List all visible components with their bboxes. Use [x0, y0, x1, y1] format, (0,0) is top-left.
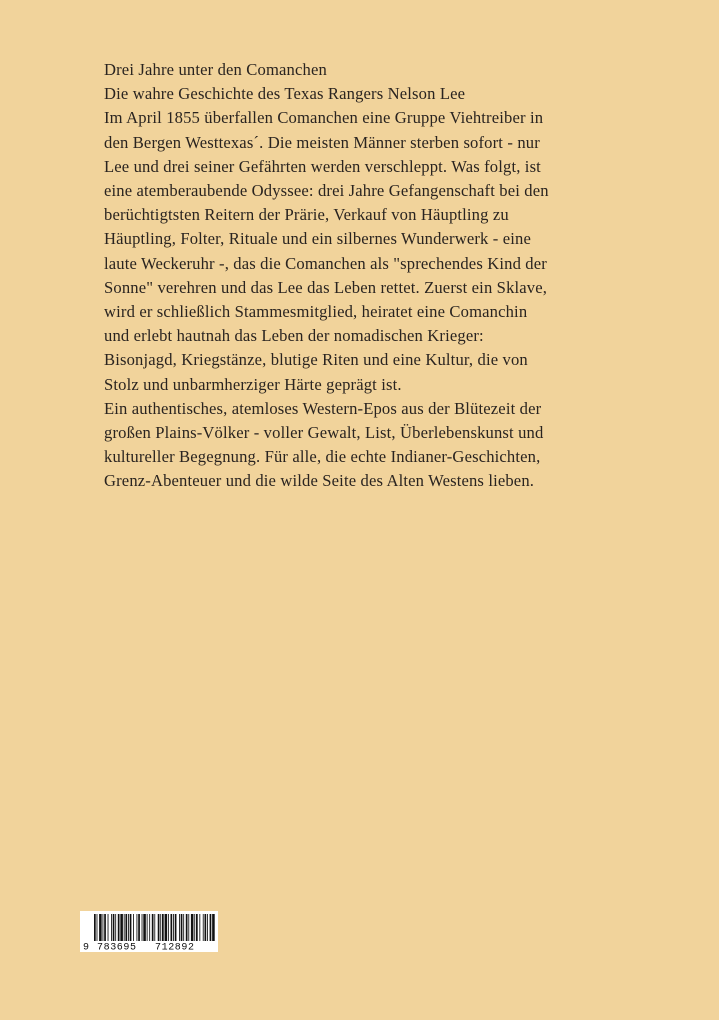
barcode-bar	[160, 914, 161, 941]
barcode-bar	[173, 914, 174, 941]
barcode-bar	[171, 914, 173, 941]
closing-line: kultureller Begegnung. Für alle, die echte Indianer-Geschichten,	[104, 447, 541, 467]
barcode-bar	[115, 914, 116, 941]
blurb-line: und erlebt hautnah das Leben der nomadischen Krieger:	[104, 326, 484, 346]
blurb-paragraph	[104, 106, 694, 396]
barcode-bar	[199, 914, 200, 941]
barcode-bar	[124, 914, 125, 941]
barcode-bar	[175, 914, 177, 941]
barcode-digit-first: 9	[83, 942, 90, 952]
barcode-bar	[203, 914, 204, 941]
barcode-bar	[97, 914, 98, 941]
barcode-bar	[162, 914, 164, 941]
barcode-bar	[104, 914, 106, 941]
blurb-line: berüchtigtsten Reitern der Prärie, Verkauf von Häuptling zu	[104, 205, 509, 225]
closing-line: Ein authentisches, atemloses Western-Epos aus der Blütezeit der	[104, 398, 542, 418]
barcode-bar	[165, 914, 168, 941]
blurb-line: Lee und drei seiner Gefährten werden verschleppt. Was folgt, ist	[104, 156, 541, 176]
barcode-bar	[120, 914, 123, 941]
barcode-bar	[142, 914, 143, 941]
barcode-bar	[212, 914, 215, 941]
barcode-bar	[128, 914, 129, 941]
barcode-bar	[210, 914, 212, 941]
blurb-line: eine atemberaubende Odyssee: drei Jahre Gefangenschaft bei den	[104, 181, 549, 201]
blurb-line: Bisonjagd, Kriegstänze, blutige Riten und eine Kultur, die von	[104, 350, 528, 370]
barcode-bar	[147, 914, 148, 941]
barcode-bar	[152, 914, 154, 941]
barcode-bar	[94, 914, 96, 941]
barcode-bar	[118, 914, 120, 941]
barcode-bar	[125, 914, 127, 941]
barcode-bar	[149, 914, 150, 941]
barcode-bar	[186, 914, 188, 941]
blurb-line: Im April 1855 überfallen Comanchen eine Gruppe Viehtreiber in	[104, 108, 544, 128]
barcode-bar	[194, 914, 195, 941]
isbn-barcode	[80, 911, 218, 952]
barcode-bar	[179, 914, 180, 941]
barcode-bar	[99, 914, 102, 941]
barcode-graphic	[80, 911, 218, 952]
barcode-bar	[191, 914, 194, 941]
blurb-line: Häuptling, Folter, Rituale und ein silbernes Wunderwerk - eine	[104, 229, 532, 249]
barcode-digits-right: 712892	[155, 942, 195, 952]
barcode-bar	[196, 914, 198, 941]
barcode-bar	[154, 914, 155, 941]
barcode-bar	[168, 914, 169, 941]
barcode-bar	[205, 914, 207, 941]
barcode-bar	[137, 914, 138, 941]
barcode-bar	[207, 914, 208, 941]
blurb-line: Sonne" verehren und das Lee das Leben rettet. Zuerst ein Sklave,	[104, 277, 548, 297]
closing-paragraph	[104, 397, 694, 494]
barcode-bar	[103, 914, 104, 941]
blurb-line: wird er schließlich Stammesmitglied, heiratet eine Comanchin	[104, 302, 528, 322]
barcode-bar	[158, 914, 160, 941]
book-subtitle: Die wahre Geschichte des Texas Rangers Nelson Lee	[104, 84, 466, 104]
blurb-line: den Bergen Westtexas´. Die meisten Männer sterben sofort - nur	[104, 132, 540, 152]
barcode-bar	[130, 914, 132, 941]
barcode-digits-left: 783695	[97, 942, 137, 952]
barcode-bar	[188, 914, 189, 941]
barcode-bar	[111, 914, 112, 941]
blurb-line: laute Weckeruhr -, das die Comanchen als "sprechendes Kind der	[104, 253, 547, 273]
barcode-bar	[113, 914, 115, 941]
barcode-bar	[183, 914, 184, 941]
book-title: Drei Jahre unter den Comanchen	[104, 60, 327, 79]
back-cover-text	[104, 58, 694, 494]
barcode-bar	[143, 914, 146, 941]
blurb-line: Stolz und unbarmherziger Härte geprägt ist.	[104, 374, 402, 394]
barcode-bar	[133, 914, 134, 941]
barcode-bar	[138, 914, 140, 941]
barcode-bar	[181, 914, 183, 941]
barcode-bar	[108, 914, 109, 941]
closing-line: großen Plains-Völker - voller Gewalt, List, Überlebenskunst und	[104, 423, 544, 443]
closing-line: Grenz-Abenteuer und die wilde Seite des Alten Westens lieben.	[104, 471, 535, 491]
